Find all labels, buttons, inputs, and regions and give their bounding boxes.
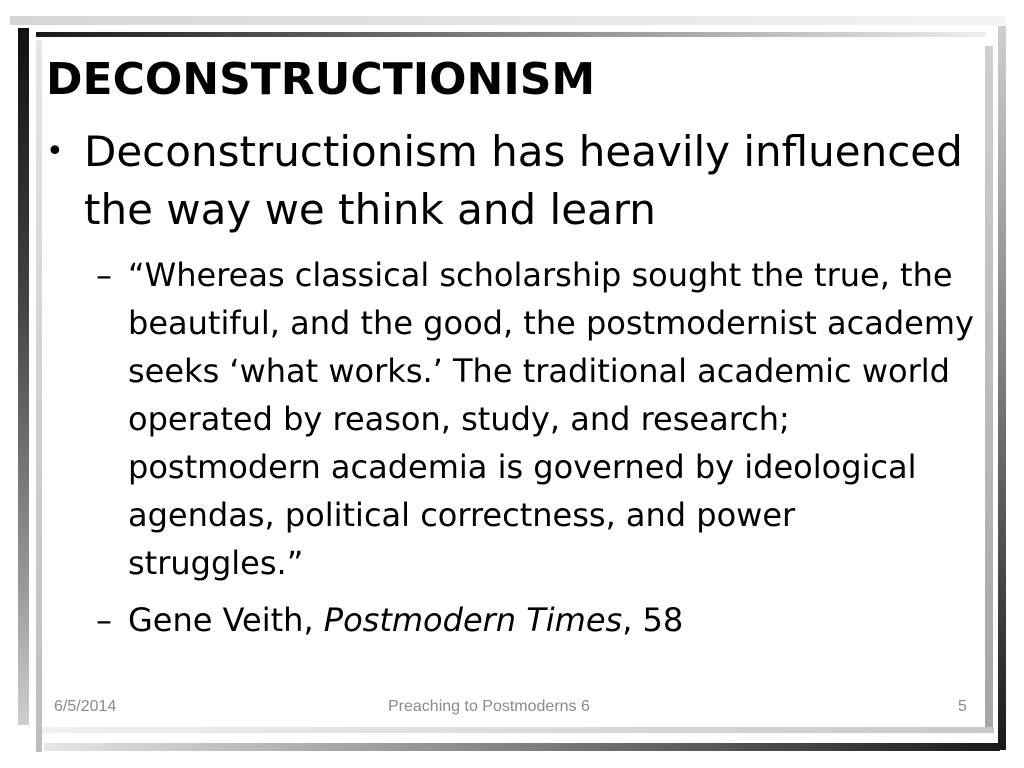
- frame-bar-right-dark: [998, 26, 1006, 750]
- bullet-dot-icon: •: [46, 134, 64, 169]
- citation-work: Postmodern Times: [323, 601, 623, 639]
- citation-page: , 58: [622, 601, 684, 639]
- frame-bar-left-dark: [18, 28, 29, 725]
- frame-bar-right-light: [985, 46, 993, 731]
- frame-bar-bottom-light: [42, 727, 994, 733]
- quote-text: “Whereas classical scholarship sought the true, the beautiful, and the good, the postmodernist academy seeks ‘what works.’ The traditional academic world operated by reason, study, and research; postmodern academia is governed by ideological agendas, political correctness, and power struggles.”: [128, 256, 974, 582]
- bullet-main: [46, 123, 966, 239]
- footer-page-number: 5: [958, 698, 967, 715]
- citation-author: Gene Veith,: [128, 601, 324, 639]
- citation-item: [96, 596, 976, 644]
- dash-icon: –: [96, 601, 112, 639]
- frame-bar-bottom-dark: [44, 743, 1000, 751]
- frame-bar-left-light: [36, 40, 42, 752]
- footer-date: 6/5/2014: [54, 698, 117, 715]
- frame-bar-top-light: [10, 16, 1005, 25]
- quote-item: [96, 251, 976, 587]
- slide-title: DECONSTRUCTIONISM: [46, 54, 596, 105]
- footer-title: Preaching to Postmoderns 6: [388, 698, 590, 715]
- dash-icon: –: [96, 256, 112, 294]
- frame-bar-top-dark: [36, 32, 986, 37]
- bullet-main-text: Deconstructionism has heavily influenced the way we think and learn: [84, 127, 963, 234]
- citation-text: [128, 596, 976, 644]
